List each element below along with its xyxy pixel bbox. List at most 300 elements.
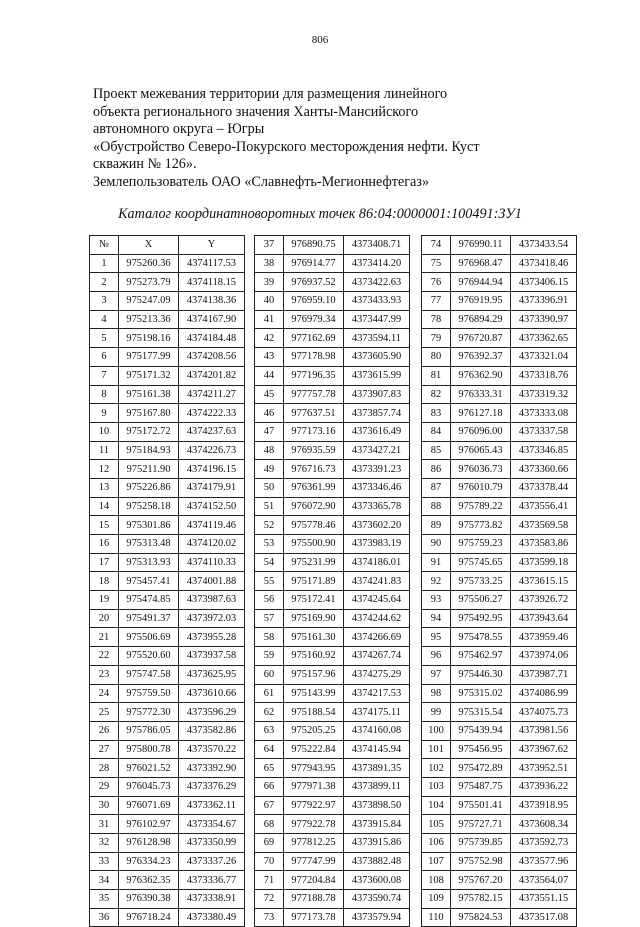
x-coordinate-cell: 976716.73: [284, 460, 344, 479]
point-number-cell: 50: [255, 478, 284, 497]
point-number-cell: 49: [255, 460, 284, 479]
point-number-cell: 34: [90, 871, 119, 890]
point-number-cell: 38: [255, 254, 284, 273]
x-coordinate-cell: 977971.38: [284, 777, 344, 796]
point-number-cell: 45: [255, 385, 284, 404]
table-row: [90, 535, 245, 554]
point-number-cell: 75: [422, 254, 451, 273]
x-coordinate-cell: 975315.02: [451, 684, 511, 703]
x-coordinate-cell: 977747.99: [284, 852, 344, 871]
point-number-cell: 21: [90, 628, 119, 647]
y-coordinate-cell: 4374217.53: [344, 684, 410, 703]
x-coordinate-cell: 975824.53: [451, 908, 511, 927]
point-number-cell: 10: [90, 422, 119, 441]
table-row: [90, 460, 245, 479]
x-coordinate-cell: 975157.96: [284, 665, 344, 684]
table-row: [90, 834, 245, 853]
y-coordinate-cell: 4373406.15: [511, 273, 577, 292]
table-row: [255, 796, 410, 815]
point-number-cell: 6: [90, 348, 119, 367]
point-number-cell: 110: [422, 908, 451, 927]
heading-line: скважин № 126».: [93, 156, 197, 173]
point-number-cell: 57: [255, 609, 284, 628]
y-coordinate-cell: 4373433.54: [511, 236, 577, 255]
point-number-cell: 41: [255, 310, 284, 329]
table-row: [255, 665, 410, 684]
point-number-cell: 67: [255, 796, 284, 815]
table-row: [90, 759, 245, 778]
point-number-cell: 36: [90, 908, 119, 927]
point-number-cell: 16: [90, 535, 119, 554]
y-coordinate-cell: 4374160.08: [344, 721, 410, 740]
table-row: [255, 647, 410, 666]
table-row: [422, 348, 577, 367]
point-number-cell: 43: [255, 348, 284, 367]
point-number-cell: 42: [255, 329, 284, 348]
y-coordinate-cell: 4373599.18: [511, 553, 577, 572]
table-row: [90, 852, 245, 871]
y-coordinate-cell: 4373391.23: [344, 460, 410, 479]
y-coordinate-cell: 4373380.49: [179, 908, 245, 927]
point-number-cell: 14: [90, 497, 119, 516]
x-coordinate-cell: 976718.24: [119, 908, 179, 927]
y-coordinate-cell: 4373582.86: [179, 721, 245, 740]
point-number-cell: 22: [90, 647, 119, 666]
x-coordinate-cell: 977204.84: [284, 871, 344, 890]
point-number-cell: 74: [422, 236, 451, 255]
table-row: [255, 385, 410, 404]
y-coordinate-cell: 4374119.46: [179, 516, 245, 535]
x-coordinate-cell: 977173.16: [284, 422, 344, 441]
y-coordinate-cell: 4374201.82: [179, 366, 245, 385]
y-coordinate-cell: 4373605.90: [344, 348, 410, 367]
x-coordinate-cell: 976045.73: [119, 777, 179, 796]
y-coordinate-cell: 4373936.22: [511, 777, 577, 796]
y-coordinate-cell: 4374175.11: [344, 703, 410, 722]
x-coordinate-cell: 975786.05: [119, 721, 179, 740]
table-row: [255, 535, 410, 554]
table-row: [90, 572, 245, 591]
y-coordinate-cell: 4374186.01: [344, 553, 410, 572]
table-row: [422, 890, 577, 909]
y-coordinate-cell: 4373583.86: [511, 535, 577, 554]
table-header-row: [90, 236, 245, 255]
point-number-cell: 85: [422, 441, 451, 460]
point-number-cell: 39: [255, 273, 284, 292]
point-number-cell: 12: [90, 460, 119, 479]
table-row: [255, 310, 410, 329]
point-number-cell: 5: [90, 329, 119, 348]
table-row: [422, 404, 577, 423]
table-row: [255, 572, 410, 591]
x-coordinate-cell: 976361.99: [284, 478, 344, 497]
point-number-cell: 101: [422, 740, 451, 759]
point-number-cell: 51: [255, 497, 284, 516]
table-row: [255, 273, 410, 292]
y-coordinate-cell: 4374275.29: [344, 665, 410, 684]
table-row: [90, 478, 245, 497]
x-coordinate-cell: 975739.85: [451, 834, 511, 853]
y-coordinate-cell: 4374241.83: [344, 572, 410, 591]
x-coordinate-cell: 976072.90: [284, 497, 344, 516]
x-coordinate-cell: 976392.37: [451, 348, 511, 367]
y-coordinate-cell: 4373551.15: [511, 890, 577, 909]
table-row: [255, 441, 410, 460]
document-heading: [93, 86, 563, 192]
x-coordinate-cell: 975501.41: [451, 796, 511, 815]
x-coordinate-cell: 976127.18: [451, 404, 511, 423]
y-coordinate-cell: 4374184.48: [179, 329, 245, 348]
x-coordinate-cell: 975773.82: [451, 516, 511, 535]
point-number-cell: 52: [255, 516, 284, 535]
table-row: [90, 254, 245, 273]
x-coordinate-cell: 975747.58: [119, 665, 179, 684]
x-coordinate-cell: 977196.35: [284, 366, 344, 385]
point-number-cell: 89: [422, 516, 451, 535]
x-coordinate-cell: 976102.97: [119, 815, 179, 834]
x-coordinate-cell: 975439.94: [451, 721, 511, 740]
table-row: [422, 703, 577, 722]
point-number-cell: 80: [422, 348, 451, 367]
x-coordinate-cell: 977943.95: [284, 759, 344, 778]
table-row: [90, 404, 245, 423]
point-number-cell: 1: [90, 254, 119, 273]
y-coordinate-cell: 4373987.71: [511, 665, 577, 684]
x-coordinate-cell: 976944.94: [451, 273, 511, 292]
x-coordinate-cell: 975506.69: [119, 628, 179, 647]
table-row: [422, 609, 577, 628]
table-row: [90, 273, 245, 292]
y-coordinate-cell: 4373967.62: [511, 740, 577, 759]
table-row: [255, 890, 410, 909]
y-coordinate-cell: 4373602.20: [344, 516, 410, 535]
y-coordinate-cell: 4373981.56: [511, 721, 577, 740]
coordinates-table-3: [421, 235, 577, 927]
point-number-cell: 93: [422, 591, 451, 610]
y-coordinate-cell: 4374118.15: [179, 273, 245, 292]
table-row: [422, 834, 577, 853]
x-coordinate-cell: 975733.25: [451, 572, 511, 591]
y-coordinate-cell: 4373396.91: [511, 292, 577, 311]
y-coordinate-cell: 4373378.44: [511, 478, 577, 497]
y-coordinate-cell: 4373517.08: [511, 908, 577, 927]
table-row: [422, 273, 577, 292]
point-number-cell: 63: [255, 721, 284, 740]
y-coordinate-cell: 4373362.11: [179, 796, 245, 815]
table-row: [422, 665, 577, 684]
point-number-cell: 24: [90, 684, 119, 703]
point-number-cell: 64: [255, 740, 284, 759]
y-coordinate-cell: 4373590.74: [344, 890, 410, 909]
heading-line: автономного округа – Югры: [93, 121, 265, 138]
x-coordinate-cell: 975315.54: [451, 703, 511, 722]
x-coordinate-cell: 975456.95: [451, 740, 511, 759]
table-row: [255, 591, 410, 610]
x-coordinate-cell: 976979.34: [284, 310, 344, 329]
point-number-cell: 88: [422, 497, 451, 516]
point-number-cell: 28: [90, 759, 119, 778]
y-coordinate-cell: 4373592.73: [511, 834, 577, 853]
x-coordinate-cell: 975198.16: [119, 329, 179, 348]
point-number-cell: 61: [255, 684, 284, 703]
point-number-cell: 19: [90, 591, 119, 610]
point-number-cell: 37: [255, 236, 284, 255]
y-coordinate-cell: 4373926.72: [511, 591, 577, 610]
table-row: [90, 721, 245, 740]
y-coordinate-cell: 4373882.48: [344, 852, 410, 871]
y-coordinate-cell: 4374208.56: [179, 348, 245, 367]
x-coordinate-cell: 975313.48: [119, 535, 179, 554]
y-coordinate-cell: 4373392.90: [179, 759, 245, 778]
table-row: [422, 441, 577, 460]
x-coordinate-cell: 975184.93: [119, 441, 179, 460]
table-row: [90, 628, 245, 647]
x-coordinate-cell: 975301.86: [119, 516, 179, 535]
point-number-cell: 29: [90, 777, 119, 796]
x-coordinate-cell: 976334.23: [119, 852, 179, 871]
table-row: [422, 796, 577, 815]
point-number-cell: 86: [422, 460, 451, 479]
y-coordinate-cell: 4373616.49: [344, 422, 410, 441]
point-number-cell: 7: [90, 366, 119, 385]
point-number-cell: 81: [422, 366, 451, 385]
x-coordinate-cell: 976390.38: [119, 890, 179, 909]
table-row: [422, 310, 577, 329]
point-number-cell: 54: [255, 553, 284, 572]
y-coordinate-cell: 4373556.41: [511, 497, 577, 516]
point-number-cell: 66: [255, 777, 284, 796]
x-coordinate-cell: 975231.99: [284, 553, 344, 572]
point-number-cell: 11: [90, 441, 119, 460]
point-number-cell: 70: [255, 852, 284, 871]
x-coordinate-cell: 976071.69: [119, 796, 179, 815]
x-coordinate-cell: 976935.59: [284, 441, 344, 460]
y-coordinate-cell: 4373608.34: [511, 815, 577, 834]
point-number-cell: 90: [422, 535, 451, 554]
y-coordinate-cell: 4374222.33: [179, 404, 245, 423]
y-coordinate-cell: 4374179.91: [179, 478, 245, 497]
x-coordinate-cell: 975188.54: [284, 703, 344, 722]
table-row: [90, 385, 245, 404]
y-coordinate-cell: 4373365.78: [344, 497, 410, 516]
table-row: [255, 740, 410, 759]
y-coordinate-cell: 4373433.93: [344, 292, 410, 311]
x-coordinate-cell: 976968.47: [451, 254, 511, 273]
table-row: [422, 292, 577, 311]
table-row: [255, 422, 410, 441]
point-number-cell: 95: [422, 628, 451, 647]
point-number-cell: 31: [90, 815, 119, 834]
point-number-cell: 48: [255, 441, 284, 460]
x-coordinate-cell: 975160.92: [284, 647, 344, 666]
y-coordinate-cell: 4373414.20: [344, 254, 410, 273]
y-coordinate-cell: 4373318.76: [511, 366, 577, 385]
table-row: [90, 591, 245, 610]
page-number: 806: [311, 34, 329, 46]
y-coordinate-cell: 4373959.46: [511, 628, 577, 647]
x-coordinate-cell: 975167.80: [119, 404, 179, 423]
table-row: [422, 422, 577, 441]
y-coordinate-cell: 4374138.36: [179, 292, 245, 311]
table-row: [422, 908, 577, 927]
table-row: [255, 254, 410, 273]
point-number-cell: 100: [422, 721, 451, 740]
x-coordinate-cell: 976894.29: [451, 310, 511, 329]
x-coordinate-cell: 975759.50: [119, 684, 179, 703]
point-number-cell: 99: [422, 703, 451, 722]
table-row: [255, 366, 410, 385]
table-row: [255, 852, 410, 871]
table-row: [255, 721, 410, 740]
y-coordinate-cell: 4374001.88: [179, 572, 245, 591]
y-coordinate-cell: 4373972.03: [179, 609, 245, 628]
point-number-cell: 92: [422, 572, 451, 591]
table-row: [90, 329, 245, 348]
point-number-cell: 77: [422, 292, 451, 311]
table-row: [90, 890, 245, 909]
point-number-cell: 109: [422, 890, 451, 909]
point-number-cell: 105: [422, 815, 451, 834]
y-coordinate-cell: 4374117.53: [179, 254, 245, 273]
point-number-cell: 9: [90, 404, 119, 423]
table-row: [90, 516, 245, 535]
point-number-cell: 79: [422, 329, 451, 348]
y-coordinate-cell: 4373362.65: [511, 329, 577, 348]
x-coordinate-cell: 976720.87: [451, 329, 511, 348]
point-number-cell: 65: [255, 759, 284, 778]
table-row: [422, 329, 577, 348]
x-coordinate-cell: 975752.98: [451, 852, 511, 871]
point-number-cell: 97: [422, 665, 451, 684]
point-number-cell: 102: [422, 759, 451, 778]
table-row: [255, 292, 410, 311]
point-number-cell: 73: [255, 908, 284, 927]
y-coordinate-cell: 4373360.66: [511, 460, 577, 479]
y-coordinate-cell: 4373952.51: [511, 759, 577, 778]
y-coordinate-cell: 4374152.50: [179, 497, 245, 516]
x-coordinate-cell: 975161.38: [119, 385, 179, 404]
table-row: [422, 535, 577, 554]
table-row: [255, 871, 410, 890]
x-coordinate-cell: 977188.78: [284, 890, 344, 909]
point-number-cell: 26: [90, 721, 119, 740]
point-number-cell: 108: [422, 871, 451, 890]
x-coordinate-cell: 977173.78: [284, 908, 344, 927]
x-coordinate-cell: 977757.78: [284, 385, 344, 404]
x-coordinate-cell: 975727.71: [451, 815, 511, 834]
point-number-cell: 56: [255, 591, 284, 610]
point-number-cell: 25: [90, 703, 119, 722]
point-number-cell: 30: [90, 796, 119, 815]
x-coordinate-cell: 975478.55: [451, 628, 511, 647]
x-coordinate-cell: 975767.20: [451, 871, 511, 890]
y-coordinate-cell: 4373337.58: [511, 422, 577, 441]
x-coordinate-cell: 977922.97: [284, 796, 344, 815]
x-coordinate-cell: 976990.11: [451, 236, 511, 255]
point-number-cell: 98: [422, 684, 451, 703]
table-row: [255, 777, 410, 796]
table-row: [90, 348, 245, 367]
y-coordinate-cell: 4373579.94: [344, 908, 410, 927]
point-number-cell: 20: [90, 609, 119, 628]
y-coordinate-cell: 4374075.73: [511, 703, 577, 722]
table-row: [422, 740, 577, 759]
point-number-cell: 106: [422, 834, 451, 853]
point-number-cell: 33: [90, 852, 119, 871]
table-row: [422, 852, 577, 871]
y-coordinate-cell: 4373418.46: [511, 254, 577, 273]
table-row: [255, 703, 410, 722]
point-number-cell: 58: [255, 628, 284, 647]
point-number-cell: 82: [422, 385, 451, 404]
table-row: [422, 460, 577, 479]
table-row: [255, 684, 410, 703]
x-coordinate-cell: 976919.95: [451, 292, 511, 311]
point-number-cell: 46: [255, 404, 284, 423]
table-row: [255, 628, 410, 647]
x-coordinate-cell: 976362.90: [451, 366, 511, 385]
point-number-cell: 78: [422, 310, 451, 329]
table-row: [422, 553, 577, 572]
x-coordinate-cell: 975782.15: [451, 890, 511, 909]
x-coordinate-cell: 975313.93: [119, 553, 179, 572]
y-coordinate-cell: 4373447.99: [344, 310, 410, 329]
table-row: [422, 254, 577, 273]
x-coordinate-cell: 975226.86: [119, 478, 179, 497]
y-coordinate-cell: 4373857.74: [344, 404, 410, 423]
x-coordinate-cell: 975171.89: [284, 572, 344, 591]
y-coordinate-cell: 4373615.99: [344, 366, 410, 385]
x-coordinate-cell: 975462.97: [451, 647, 511, 666]
table-row: [90, 703, 245, 722]
x-coordinate-cell: 977637.51: [284, 404, 344, 423]
table-row: [422, 591, 577, 610]
y-coordinate-cell: 4373408.71: [344, 236, 410, 255]
x-coordinate-cell: 975260.36: [119, 254, 179, 273]
y-coordinate-cell: 4373955.28: [179, 628, 245, 647]
y-coordinate-cell: 4374245.64: [344, 591, 410, 610]
y-coordinate-cell: 4373983.19: [344, 535, 410, 554]
point-number-cell: 96: [422, 647, 451, 666]
header-number: №: [90, 236, 119, 255]
table-row: [255, 236, 410, 255]
x-coordinate-cell: 976890.75: [284, 236, 344, 255]
table-row: [90, 422, 245, 441]
x-coordinate-cell: 975487.75: [451, 777, 511, 796]
y-coordinate-cell: 4373615.15: [511, 572, 577, 591]
y-coordinate-cell: 4373427.21: [344, 441, 410, 460]
y-coordinate-cell: 4373915.86: [344, 834, 410, 853]
x-coordinate-cell: 975789.22: [451, 497, 511, 516]
table-row: [255, 404, 410, 423]
point-number-cell: 27: [90, 740, 119, 759]
y-coordinate-cell: 4374145.94: [344, 740, 410, 759]
table-row: [255, 497, 410, 516]
point-number-cell: 60: [255, 665, 284, 684]
point-number-cell: 17: [90, 553, 119, 572]
table-row: [422, 572, 577, 591]
y-coordinate-cell: 4373350.99: [179, 834, 245, 853]
table-row: [90, 366, 245, 385]
table-row: [90, 441, 245, 460]
x-coordinate-cell: 975500.90: [284, 535, 344, 554]
table-row: [255, 815, 410, 834]
coordinates-table-1: [89, 235, 245, 927]
x-coordinate-cell: 976010.79: [451, 478, 511, 497]
y-coordinate-cell: 4373577.96: [511, 852, 577, 871]
table-row: [90, 796, 245, 815]
x-coordinate-cell: 975520.60: [119, 647, 179, 666]
